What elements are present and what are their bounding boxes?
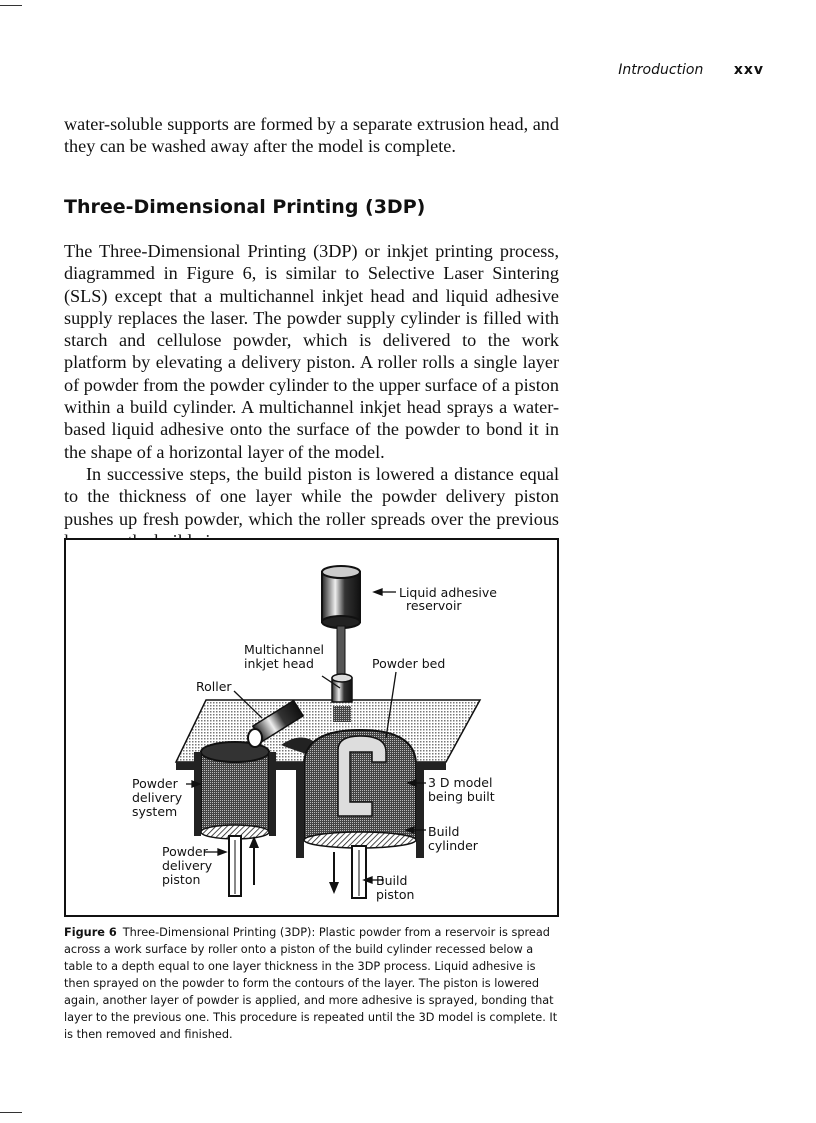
label-powder-system-3: system bbox=[132, 804, 178, 819]
label-build-piston-2: piston bbox=[376, 887, 415, 902]
running-title: Introduction bbox=[618, 62, 704, 78]
label-powder-piston-1: Powder bbox=[162, 844, 208, 859]
label-inkjet-head: inkjet head bbox=[244, 656, 314, 671]
label-build-cylinder-2: cylinder bbox=[428, 838, 478, 853]
label-build-piston-1: Build bbox=[376, 873, 408, 888]
label-reservoir: reservoir bbox=[406, 598, 462, 613]
caption-figure-number: Figure 6 bbox=[64, 926, 117, 939]
figure-6 bbox=[64, 538, 559, 917]
label-powder-bed: Powder bed bbox=[372, 656, 446, 671]
label-liquid-adhesive: Liquid adhesive bbox=[399, 585, 497, 600]
label-powder-piston-3: piston bbox=[162, 872, 201, 887]
powder-delivery-system bbox=[194, 742, 276, 839]
label-being-built: being built bbox=[428, 789, 495, 804]
adhesive-feed-line bbox=[337, 626, 345, 678]
label-build-cylinder-1: Build bbox=[428, 824, 460, 839]
intro-text-block bbox=[64, 113, 559, 158]
liquid-adhesive-reservoir bbox=[322, 566, 360, 628]
caption-text: Three-Dimensional Printing (3DP): Plastic powder from a reservoir is spread across a work surface by roller onto a piston of the build cylinder recessed below a table to a depth equal to one layer thickness in the 3DP process. Liquid adhesive is then sprayed on the powder to form the contours of the layer. The piston is lowered again, another layer of powder is applied, and more adhesive is sprayed, bonding that layer to the previous one. This procedure is repeated until the 3D model is complete. It is then removed and finished. bbox=[64, 926, 558, 1041]
intro-paragraph: water-soluble supports are formed by a separate extrusion head, and they can be washed away after the model is complete. bbox=[64, 114, 559, 157]
running-head bbox=[618, 62, 764, 78]
down-arrow bbox=[329, 852, 339, 894]
label-multichannel: Multichannel bbox=[244, 642, 325, 657]
label-powder-piston-2: delivery bbox=[162, 858, 213, 873]
figure-caption bbox=[64, 924, 559, 1043]
section-paragraph-2: In successive steps, the build piston is lowered a distance equal to the thickness of one layer while the powder delivery piston pushes up fresh powder, which the roller spreads over the previous bbox=[64, 463, 559, 529]
up-arrow bbox=[249, 836, 259, 885]
section-paragraph-1: The Three-Dimensional Printing (3DP) or inkjet printing process, diagrammed in Figure 6, is similar to Selective Laser Sintering (SLS) except that a multichannel inkjet head and liquid adhesive supply replaces the laser. The powder supply cylinder is filled with starch and cellulose powder, which is delivered to the work platform by elevating a delivery piston. A roller rolls a single layer of powder from the powder cylinder to the upper surface of a piston within a build cylinder. A multichannel inkjet head sprays a water-based liquid adhesive onto the surface of the powder to bond it in the shape of a horizontal layer of the model. bbox=[64, 241, 559, 462]
build-cylinder bbox=[296, 730, 424, 858]
section-body bbox=[64, 240, 559, 552]
page-number: xxv bbox=[733, 62, 764, 78]
multichannel-inkjet-head bbox=[332, 674, 352, 722]
crop-mark-top-left bbox=[0, 5, 22, 6]
label-roller: Roller bbox=[196, 679, 232, 694]
3dp-process-diagram bbox=[66, 540, 557, 915]
label-powder-system-2: delivery bbox=[132, 790, 183, 805]
label-3d-model: 3 D model bbox=[428, 775, 493, 790]
section-heading: Three-Dimensional Printing (3DP) bbox=[64, 196, 426, 218]
label-powder-system-1: Powder bbox=[132, 776, 178, 791]
crop-mark-bottom-left bbox=[0, 1112, 22, 1113]
